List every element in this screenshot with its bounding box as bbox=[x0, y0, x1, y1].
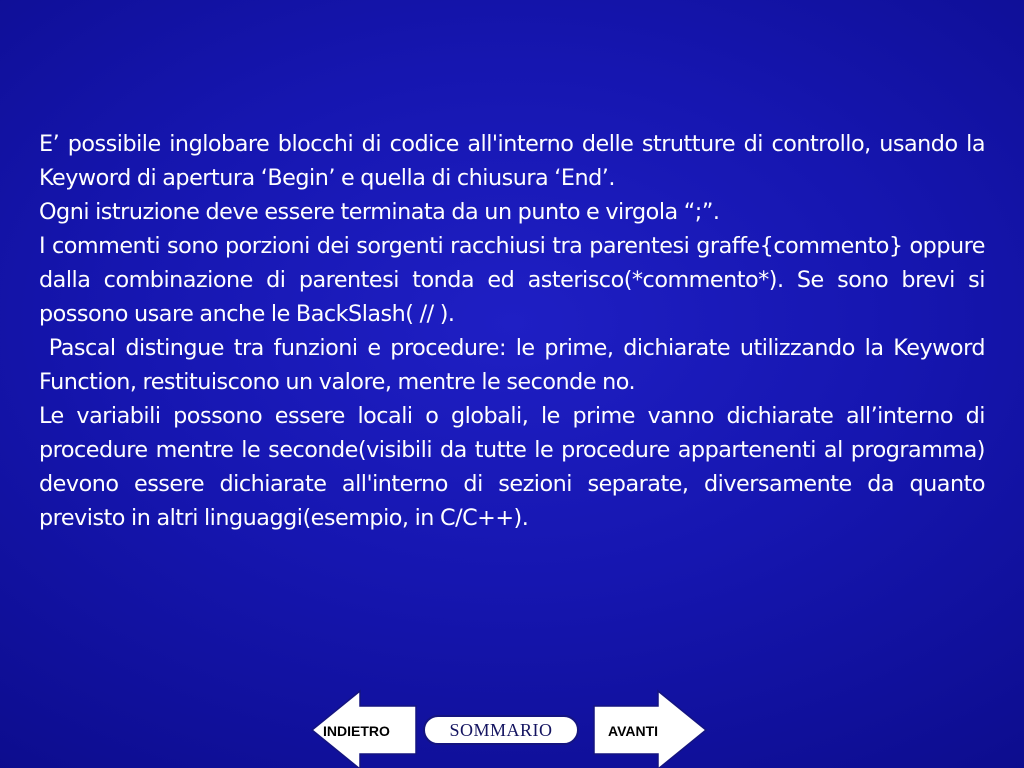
slide-body bbox=[39, 127, 992, 535]
forward-button[interactable] bbox=[592, 688, 708, 768]
paragraph-semicolon: Ogni istruzione deve essere terminata da un punto e virgola “;”. bbox=[39, 199, 720, 225]
paragraph-functions-procedures: Pascal distingue tra funzioni e procedure: le prime, dichiarate utilizzando la Keyword Function, restituiscono un valore, mentre le seconde no. bbox=[39, 335, 992, 395]
back-button-label: INDIETRO bbox=[323, 723, 390, 739]
paragraph-begin-end: E’ possibile inglobare blocchi di codice all'interno delle strutture di controllo, usando la Keyword di apertura ‘Begin’ e quella di chiusura ‘End’. bbox=[39, 131, 985, 191]
forward-button-label: AVANTI bbox=[608, 723, 659, 739]
summary-button[interactable] bbox=[423, 715, 579, 745]
summary-button-label: SOMMARIO bbox=[449, 720, 553, 740]
paragraph-comments: I commenti sono porzioni dei sorgenti racchiusi tra parentesi graffe{commento} oppure dalla combinazione di parentesi tonda ed asterisco(*commento*). Se sono brevi si possono usare anche le BackSlash( // ). bbox=[39, 233, 985, 327]
paragraph-variables: Le variabili possono essere locali o globali, le prime vanno dichiarate all’interno di procedure mentre le seconde(visibili da tutte le procedure appartenenti al programma) devono essere dichiarate all'interno di sezioni separate, diversamente da quanto previsto in altri linguaggi(esempio, in C/C++). bbox=[39, 403, 985, 531]
back-button[interactable] bbox=[310, 688, 420, 768]
